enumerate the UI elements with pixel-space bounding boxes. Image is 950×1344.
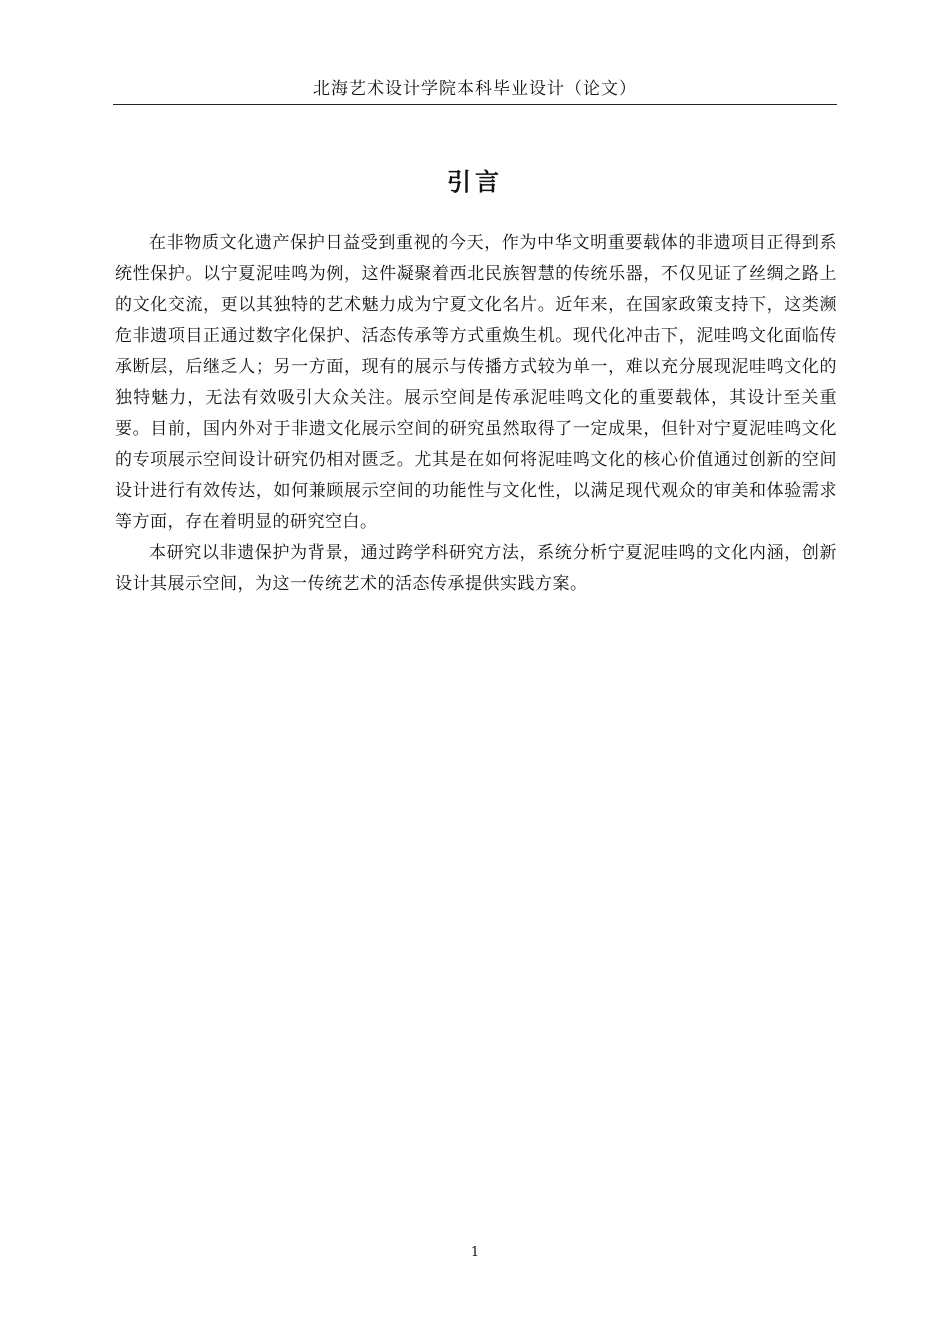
paragraph: 在非物质文化遗产保护日益受到重视的今天，作为中华文明重要载体的非遗项目正得到系统性保护。以宁夏泥哇鸣为例，这件凝聚着西北民族智慧的传统乐器，不仅见证了丝绸之路上的文化交流，更以其独特的艺术魅力成为宁夏文化名片。近年来，在国家政策支持下，这类濒危非遗项目正通过数字化保护、活态传承等方式重焕生机。现代化冲击下，泥哇鸣文化面临传承断层，后继乏人；另一方面，现有的展示与传播方式较为单一，难以充分展现泥哇鸣文化的独特魅力，无法有效吸引大众关注。展示空间是传承泥哇鸣文化的重要载体，其设计至关重要。目前，国内外对于非遗文化展示空间的研究虽然取得了一定成果，但针对宁夏泥哇鸣文化的专项展示空间设计研究仍相对匮乏。尤其是在如何将泥哇鸣文化的核心价值通过创新的空间设计进行有效传达，如何兼顾展示空间的功能性与文化性，以满足现代观众的审美和体验需求等方面，存在着明显的研究空白。 <box>115 233 837 532</box>
page-header <box>113 76 837 105</box>
paragraph: 本研究以非遗保护为背景，通过跨学科研究方法，系统分析宁夏泥哇鸣的文化内涵，创新设计其展示空间，为这一传统艺术的活态传承提供实践方案。 <box>115 543 837 594</box>
header-text: 北海艺术设计学院本科毕业设计（论文） <box>313 79 637 99</box>
body-text <box>115 228 837 600</box>
section-title: 引言 <box>447 168 503 196</box>
page-number: 1 <box>470 1245 480 1260</box>
